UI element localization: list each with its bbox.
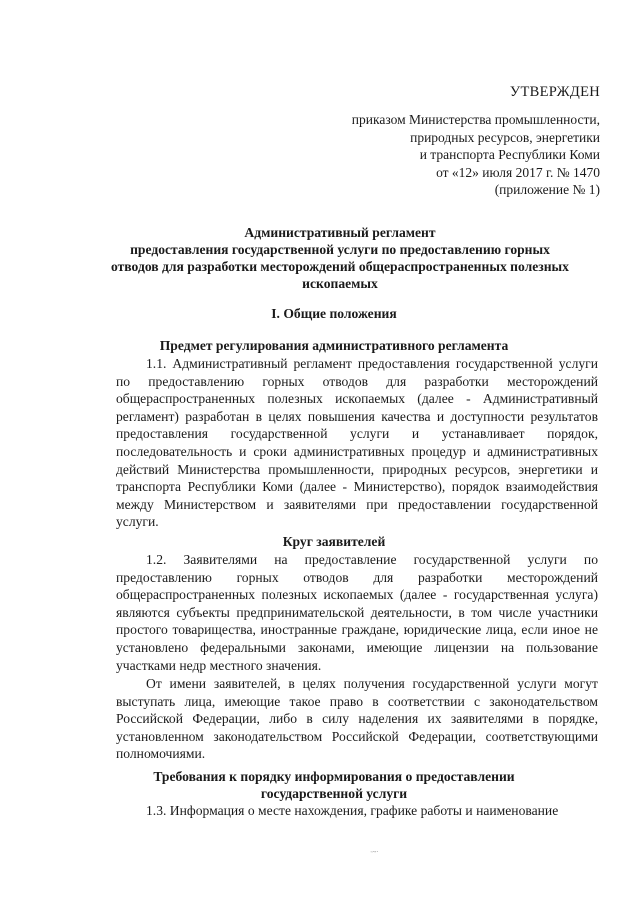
heading-line: государственной услуги [260, 786, 408, 801]
title-line: ископаемых [302, 276, 378, 291]
heading-line: Требования к порядку информирования о предоставлении [153, 769, 515, 784]
order-line: приказом Министерства промышленности, [351, 112, 600, 127]
order-line: и транспорта Республики Коми [419, 147, 600, 162]
order-reference [352, 111, 600, 199]
order-line: от «12» июля 2017 г. № 1470 [436, 164, 600, 180]
paragraph-1-1: 1.1. Административный регламент предоставления государственной услуги по предоставлению горных отводов для разработки месторождений общераспространенных полезных ископаемых (далее - Административный регламент) разработан в целях повышения качества и доступности результатов предоставления государственной услуги и устанавливает порядок, последовательность и сроки административных процедур и административных действий Министерства промышленности, природных ресурсов, энергетики и транспорта Республики Коми (далее - Министерство), порядок взаимодействия между Министерством и заявителями при предоставлении государственной услуги. [116, 356, 598, 530]
paragraph-1-2-representatives: От имени заявителей, в целях получения государственной услуги могут выступать лица, имеющие такое право в соответствии с законодательством Российской Федерации, либо в силу наделения их заявителями в порядке, установленном законодательством Российской Федерации, соответствующими полномочиями. [116, 676, 598, 762]
title-line: Административный регламент [244, 225, 436, 240]
order-line: природных ресурсов, энергетики [410, 129, 600, 145]
section-heading-applicants: Круг заявителей [282, 534, 386, 549]
section-heading-general: I. Общие положения [271, 306, 397, 321]
document-title [108, 224, 572, 292]
title-line: отводов для разработки месторождений общераспространенных полезных [111, 259, 569, 274]
scan-mark: ·~· [369, 847, 379, 857]
section-heading-subject: Предмет регулирования административного регламента [159, 338, 509, 353]
approved-stamp-label: УТВЕРЖДЕН [509, 84, 600, 100]
paragraph-1-2: 1.2. Заявителями на предоставление государственной услуги по предоставлению горных отводов для разработки месторождений общераспространенных полезных ископаемых (далее - государственная услуга) являются субъекты предпринимательской деятельности, в том числе участники простого товарищества, иностранные граждане, юридические лица, если иное не установлено федеральными законами, имеющие лицензии на пользование участками недр местного значения. [116, 552, 598, 673]
paragraph-1-3: 1.3. Информация о месте нахождения, графике работы и наименование [146, 803, 559, 818]
section-heading-informing [60, 768, 608, 802]
order-line: (приложение № 1) [494, 182, 600, 197]
title-line: предоставления государственной услуги по предоставлению горных [130, 242, 550, 257]
